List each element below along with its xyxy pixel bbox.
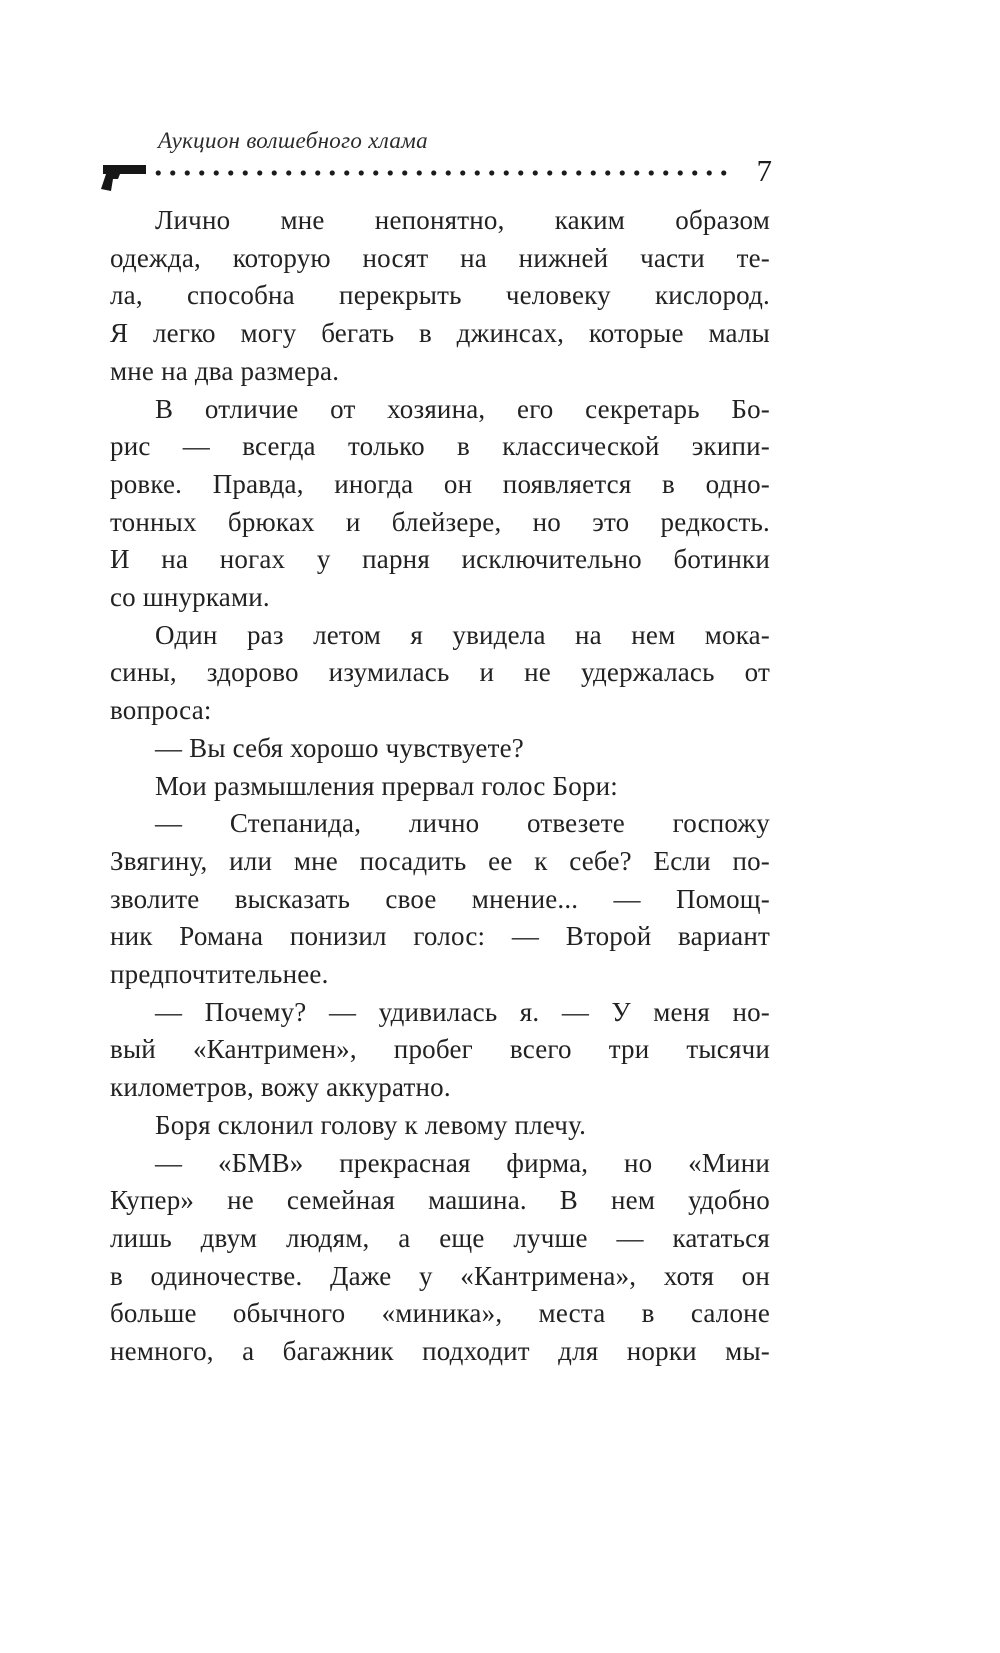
- text-line: Купер» не семейная машина. В нем удобно: [110, 1185, 770, 1216]
- text-line: зволите высказать свое мнение... — Помощ-: [110, 883, 770, 914]
- text-line: — Степанида, лично отвезете госпожу: [155, 808, 770, 839]
- pistol-icon: [100, 158, 150, 194]
- text-line: лишь двум людям, а еще лучше — кататься: [110, 1222, 770, 1253]
- page-number: 7: [756, 152, 772, 188]
- text-line: сины, здорово изумилась и не удержалась от: [110, 657, 770, 688]
- paragraph: [110, 805, 770, 994]
- text-line: — Почему? — удивилась я. — У меня но-: [155, 996, 770, 1027]
- text-line: тонных брюках и блейзере, но это редкость.: [110, 506, 770, 537]
- paragraph: [110, 768, 770, 806]
- running-title: Аукцион волшебного хлама: [158, 128, 428, 153]
- header-rule: [100, 152, 772, 191]
- text-line: В отличие от хозяина, его секретарь Бо-: [155, 393, 770, 424]
- text-line: со шнурками.: [110, 582, 270, 613]
- text-line: ник Романа понизил голос: — Второй вариант: [110, 921, 770, 952]
- text-line: километров, вожу аккуратно.: [110, 1072, 451, 1103]
- text-line: Звягину, или мне посадить ее к себе? Если по-: [110, 845, 770, 876]
- text-line: — «БМВ» прекрасная фирма, но «Мини: [155, 1147, 770, 1178]
- paragraph: [110, 202, 770, 391]
- text-line: Один раз летом я увидела на нем мока-: [155, 619, 770, 650]
- text-line: больше обычного «миника», места в салоне: [110, 1298, 770, 1329]
- text-line: Лично мне непонятно, каким образом: [155, 205, 770, 235]
- text-line: Мои размышления прервал голос Бори:: [155, 770, 618, 801]
- text-line: ла, способна перекрыть человеку кислород.: [110, 280, 770, 311]
- text-line: ровке. Правда, иногда он появляется в одно-: [110, 468, 770, 499]
- text-line: — Вы себя хорошо чувствуете?: [155, 732, 524, 763]
- page-header: [100, 128, 772, 191]
- text-line: рис — всегда только в классической экипи-: [110, 431, 770, 462]
- text-line: вопроса:: [110, 695, 212, 726]
- dotted-rule: [151, 169, 732, 177]
- paragraph: [110, 1107, 770, 1145]
- body-text: [110, 202, 770, 1371]
- text-line: Я легко могу бегать в джинсах, которые малы: [110, 318, 770, 349]
- paragraph: [110, 994, 770, 1107]
- paragraph: [110, 1145, 770, 1371]
- text-line: немного, а багажник подходит для норки мы-: [110, 1336, 770, 1367]
- text-line: в одиночестве. Даже у «Кантримена», хотя он: [110, 1260, 770, 1291]
- text-line: Боря склонил голову к левому плечу.: [155, 1109, 587, 1140]
- text-line: одежда, которую носят на нижней части те-: [110, 242, 770, 273]
- text-line: И на ногах у парня исключительно ботинки: [110, 544, 770, 575]
- text-line: предпочтительнее.: [110, 959, 329, 990]
- text-line: мне на два размера.: [110, 355, 340, 386]
- paragraph: [110, 617, 770, 730]
- text-line: вый «Кантримен», пробег всего три тысячи: [110, 1034, 770, 1065]
- paragraph: [110, 730, 770, 768]
- paragraph: [110, 391, 770, 617]
